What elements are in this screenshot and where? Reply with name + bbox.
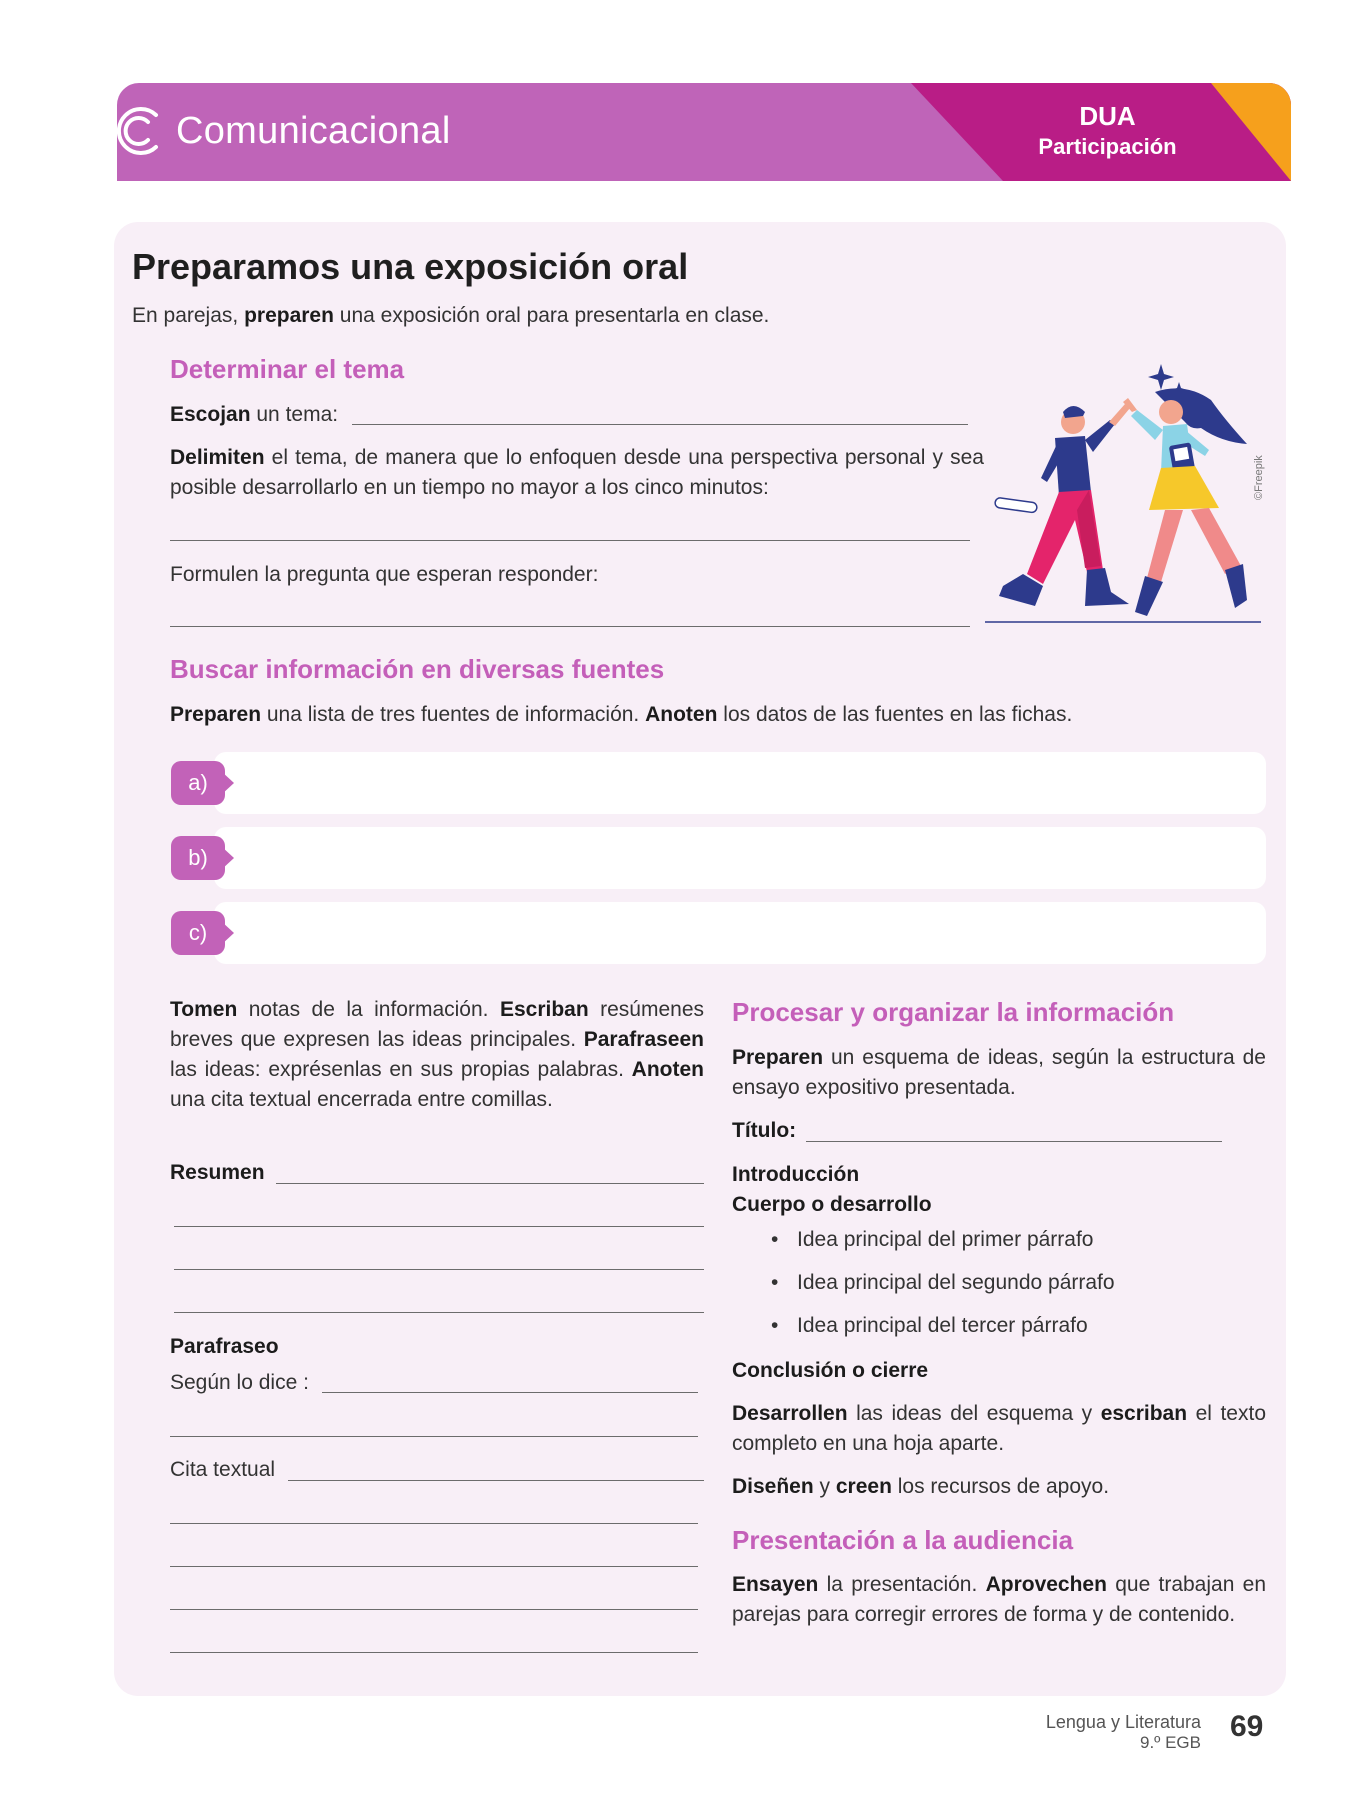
idea-item-3: • Idea principal del tercer párrafo [797,1314,1088,1338]
ficha-b-field[interactable] [214,827,1266,889]
dua-subtitle: Participación [1038,134,1177,159]
image-credit: ©Freepik [1253,455,1265,500]
titulo-label: Título: [732,1119,797,1142]
conclusion-label: Conclusión o cierre [732,1359,929,1382]
resumen-label: Resumen [170,1161,265,1184]
ficha-a-field[interactable] [214,752,1266,814]
recursos-text: Diseñen y creen los recursos de apoyo. [732,1475,1110,1498]
activity-intro: En parejas, preparen una exposición oral para presentarla en clase. [132,304,770,327]
resumen-line-3[interactable] [174,1269,704,1270]
heading-fuentes: Buscar información en diversas fuentes [170,654,665,684]
delimiten-answer-line[interactable] [170,540,970,541]
delimiten-text: Delimiten el tema, de manera que lo enfoquen desde una perspectiva personal y sea posible desarrollarlo en un tiempo no mayor a los cinco minutos: [170,446,984,499]
tema-answer-line[interactable] [352,424,968,425]
pregunta-label: Formulen la pregunta que esperan responder: [170,563,599,586]
introduccion-label: Introducción [732,1163,860,1186]
cita-line-2[interactable] [170,1523,698,1524]
cita-line-3[interactable] [170,1566,698,1567]
segun-line[interactable] [322,1392,698,1393]
parafraseo-label: Parafraseo [170,1335,279,1358]
segun-label: Según lo dice : [170,1371,309,1394]
procesar-instructions: Preparen un esquema de ideas, según la estructura de ensayo expositivo presentada. [732,1046,1266,1099]
cuerpo-label: Cuerpo o desarrollo [732,1193,932,1216]
section-title: Comunicacional [176,110,451,152]
resumen-line-4[interactable] [174,1312,704,1313]
presentacion-text: Ensayen la presentación. Aprovechen que trabajan en parejas para corregir errores de forma y de contenido. [732,1573,1266,1626]
section-c-icon [112,103,164,159]
escojan-label: Escojan un tema: [170,403,339,426]
fuentes-instructions: Preparen una lista de tres fuentes de información. Anoten los datos de las fuentes en las fichas. [170,703,1073,726]
cita-label: Cita textual [170,1458,276,1481]
activity-title: Preparamos una exposición oral [132,246,689,287]
notas-instructions: Tomen notas de la información. Escriban resúmenes breves que expresen las ideas principales. Parafraseen las ideas: exprésenlas en sus propias palabras. Anoten una cita textual encerrada entre comillas. [170,998,704,1111]
idea-item-1: • Idea principal del primer párrafo [797,1228,1093,1252]
heading-tema: Determinar el tema [170,354,405,384]
footer-grade: 9.º EGB [1139,1733,1201,1752]
resumen-line-2[interactable] [174,1226,704,1227]
ficha-a-tag: a) [171,761,225,805]
cita-line-4[interactable] [170,1609,698,1610]
resumen-line-1[interactable] [276,1183,704,1184]
dua-title: DUA [1079,101,1136,131]
cita-line-5[interactable] [170,1652,698,1653]
titulo-line[interactable] [806,1141,1222,1142]
ficha-c-field[interactable] [214,902,1266,964]
desarrollen-text: Desarrollen las ideas del esquema y escriban el texto completo en una hoja aparte. [732,1402,1267,1455]
footer-subject: Lengua y Literatura [1045,1712,1201,1732]
heading-procesar: Procesar y organizar la información [732,997,1175,1027]
ficha-c-tag: c) [171,911,225,955]
ficha-b-tag: b) [171,836,225,880]
students-high-five-illustration [985,360,1261,630]
idea-item-2: • Idea principal del segundo párrafo [797,1271,1115,1295]
parafraseo-line-2[interactable] [170,1436,698,1437]
heading-presentacion: Presentación a la audiencia [732,1525,1074,1555]
pregunta-answer-line[interactable] [170,626,970,627]
cita-line-1[interactable] [288,1480,704,1481]
page-number: 69 [1230,1710,1264,1743]
